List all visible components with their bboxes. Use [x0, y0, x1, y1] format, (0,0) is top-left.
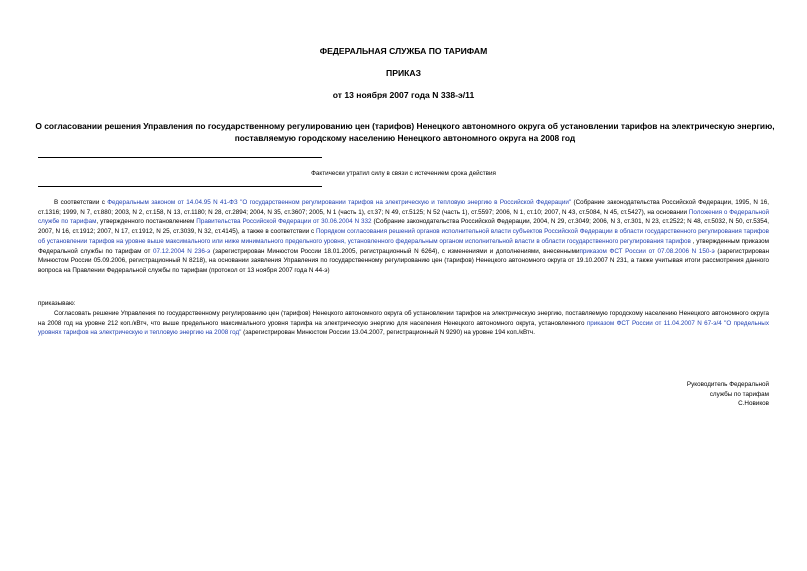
p2-text-1: Согласовать решение Управления по государственному регулированию цен (тарифов) Ненецкого автономного округа об установлении тарифов на электрическую энергию, поставляемую городскому населению Ненецкого автономного округа на 2008 год на уровне 212 коп./кВтч, что выше предельного максимального уровня тарифа на электрическую энергию для населения Ненецкого автономного округа, установленного [38, 310, 769, 327]
signature-block [569, 380, 769, 409]
p1-text-4: (Собрание законодательства Российской Федерации, 2004, N 29, ст.3049; 2006, N 3, ст.301, N 23, ст.2522; N 48, ст.5032, N 50, ст.5354, 2007, N 16, ст.1912; 2007, N 17, ст.1912, N 25, ст.3039, N 32, ст.4145), а также в соответствии с [38, 218, 770, 236]
link-order-236[interactable]: 07.12.2004 N 236-э [153, 247, 211, 255]
document-title: О согласовании решения Управления по государственному регулированию цен (тарифов) Ненецкого автономного округа об установлении тарифов на электрическую энергию, поставляемую городскому населению Ненецкого автономного округа на 2008 год [35, 121, 775, 143]
doc-type-heading: ПРИКАЗ [386, 68, 421, 78]
p1-text-7: (зарегистрирован Минюстом России 05.09.2006, регистрационный N 8218), на основании заявления Управления по государственному регулированию цен (тарифов) Ненецкого автономного округа от 19.10.2007 N 231, а также учитывая итоги рассмотрения данного вопроса на Правлении Федеральной службы по тарифам (протокол от 13 ноября 2007 года N 44-э) [38, 247, 769, 274]
link-government-decree[interactable]: Правительства Российской Федерации от 30.06.2004 N 332 [196, 218, 372, 226]
signature-name: С.Новиков [738, 400, 769, 407]
p1-text-3: , утвержденного постановлением [96, 218, 197, 226]
p1-text-6: (зарегистрирован Минюстом России 18.01.2005, регистрационный N 6264), с изменениями и дополнениями, внесенными [210, 247, 580, 255]
signature-line-2: службы по тарифам [709, 390, 769, 398]
divider-top [38, 157, 322, 158]
doc-date-number: от 13 ноября 2007 года N 338-э/11 [332, 90, 475, 100]
order-word: приказываю: [38, 300, 76, 307]
link-order-150[interactable]: приказом ФСТ России от 07.08.2006 N 150-э [579, 247, 715, 255]
p1-text-5: , утвержденным приказом Федеральной службы по тарифам от [38, 237, 769, 255]
link-federal-law[interactable]: Федеральным законом от 14.04.95 N 41-ФЗ "О государственном регулировании тарифов на электрическую и тепловую энергию в Российской Федерации" [107, 199, 572, 206]
p1-text-1: В соответствии с [54, 199, 108, 206]
signature-line-1: Руководитель Федеральной [686, 381, 769, 388]
p2-text-2: (зарегистрирован Минюстом России 13.04.2007, регистрационный N 9290) на уровне 194 коп./кВтч. [241, 329, 535, 337]
link-fst-regulation[interactable]: Положения о Федеральной службе по тарифам [38, 208, 769, 226]
divider-bottom [38, 186, 322, 187]
link-approval-procedure[interactable]: Порядком согласования решений органов исполнительной власти субъектов Российской Федерации в области государственного регулирования тарифов об установлении тарифов на уровне выше максимального или ниже минимального предельного уровня, установленного федеральным органом исполнительной власти в области государственного регулирования тарифов [38, 228, 769, 245]
p1-text-2: (Собрание законодательства Российской Федерации, 1995, N 16, ст.1316; 1999, N 7, ст.880; 2003, N 2, ст.158, N 13, ст.1180; N 28, ст.2894; 2004, N 35, ст.3607; 2005, N 1 (часть 1), ст.37; N 49, ст.5125; N 52 (часть 1), ст.5597; 2006, N 1, ст.10; 2007, N 43, ст.5084, N 45, ст.5427), на основании [38, 199, 770, 216]
paragraph-decision [38, 309, 769, 338]
agency-heading: ФЕДЕРАЛЬНАЯ СЛУЖБА ПО ТАРИФАМ [319, 46, 488, 56]
link-order-67[interactable]: приказом ФСТ России от 11.04.2007 N 67-э/4 "О предельных уровнях тарифов на электрическую и тепловую энергию на 2008 год" [38, 319, 769, 337]
status-note: Фактически утратил силу в связи с истечением срока действия [311, 170, 496, 177]
paragraph-basis [38, 198, 769, 276]
